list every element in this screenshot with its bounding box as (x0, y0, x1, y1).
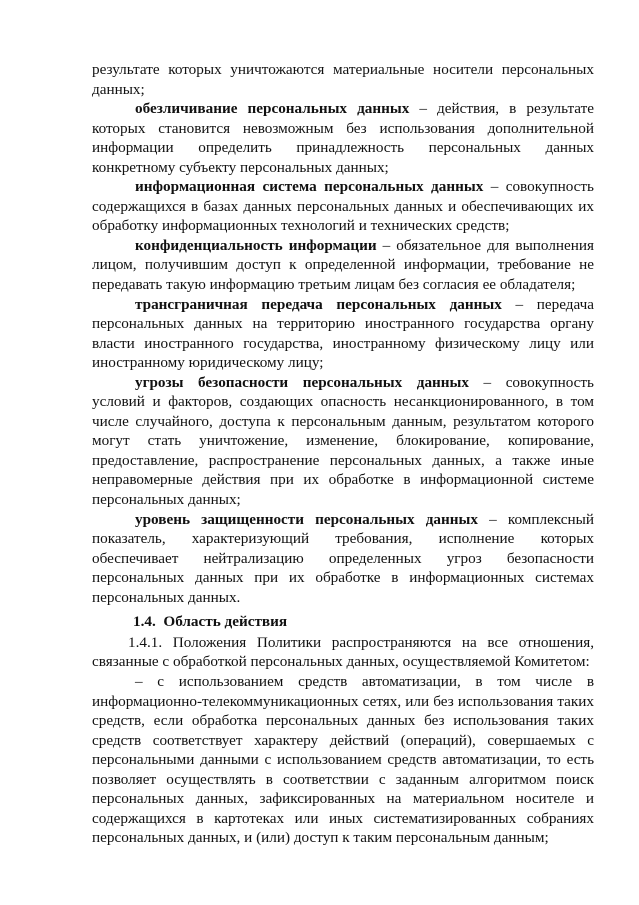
document-page (92, 60, 594, 848)
definition-term: обезличивание персональных данных (135, 100, 410, 118)
definition-text: – совокупность условий и факторов, создающих опасность несанкционированного, в том числе случайного, доступа к персональным данным, результатом которого могут стать уничтожение, изменение, блокирование, копирование, предоставление, распространение персональных данных, а также иные неправомерные действия при их обработке в информационной системе персональных данных; (92, 373, 594, 509)
definition-text: – передача персональных данных на территорию иностранного государства органу власти иностранного государства, иностранному физическому лицу или иностранному юридическому лицу; (92, 295, 594, 372)
clause-number: 1.4.1. (128, 633, 163, 651)
definition-depersonalization (92, 99, 594, 177)
section-title: Область действия (163, 613, 288, 631)
definition-text: – комплексный показатель, характеризующий требования, исполнение которых обеспечивает нейтрализацию определенных угроз безопасности персональных данных при их обработке в информационных системах персональных данных. (92, 510, 595, 606)
paragraph-continuation (92, 60, 594, 99)
section-heading (92, 612, 594, 632)
definition-term: конфиденциальность информации (135, 236, 377, 254)
definition-term: угрозы безопасности персональных данных (135, 373, 469, 391)
clause-text: Положения Политики распространяются на все отношения, связанные с обработкой персональных данных, осуществляемой Комитетом: (92, 633, 594, 671)
definition-cross-border-transfer (92, 295, 594, 373)
definition-text: – совокупность содержащихся в базах данных персональных данных и обеспечивающих их обработку информационных технологий и технических средств; (92, 178, 594, 235)
bullet-text: – с использованием средств автоматизации, в том числе в информационно-телекоммуникационных сетях, или без использования таких средств, если обработка персональных данных без использования таких средств соответствует характеру действий (операций), совершаемых с персональными данными с использованием средств автоматизации, то есть позволяет осуществлять в соответствии с заданным алгоритмом поиск персональных данных, зафиксированных на материальном носителе и содержащихся в картотеках или иных систематизированных собраниях персональных данных, и (или) доступ к таким персональным данным; (92, 672, 594, 847)
definition-protection-level (92, 510, 594, 608)
definition-term: трансграничная передача персональных данных (135, 295, 502, 313)
definition-security-threats (92, 373, 594, 510)
definition-confidentiality (92, 236, 594, 295)
definition-term: информационная система персональных данных (135, 178, 484, 196)
definition-term: уровень защищенности персональных данных (135, 510, 478, 528)
section-number: 1.4. (133, 613, 156, 631)
clause-paragraph (92, 633, 594, 672)
bullet-paragraph (92, 672, 594, 848)
paragraph-text: результате которых уничтожаются материальные носители персональных данных; (92, 61, 594, 98)
definition-text: – действия, в результате которых становится невозможным без использования дополнительной информации определить принадлежность персональных данных конкретному субъекту персональных данных; (92, 100, 594, 176)
definition-text: – обязательное для выполнения лицом, получившим доступ к определенной информации, требование не передавать такую информацию третьим лицам без согласия ее обладателя; (92, 236, 595, 294)
definition-information-system (92, 177, 594, 236)
